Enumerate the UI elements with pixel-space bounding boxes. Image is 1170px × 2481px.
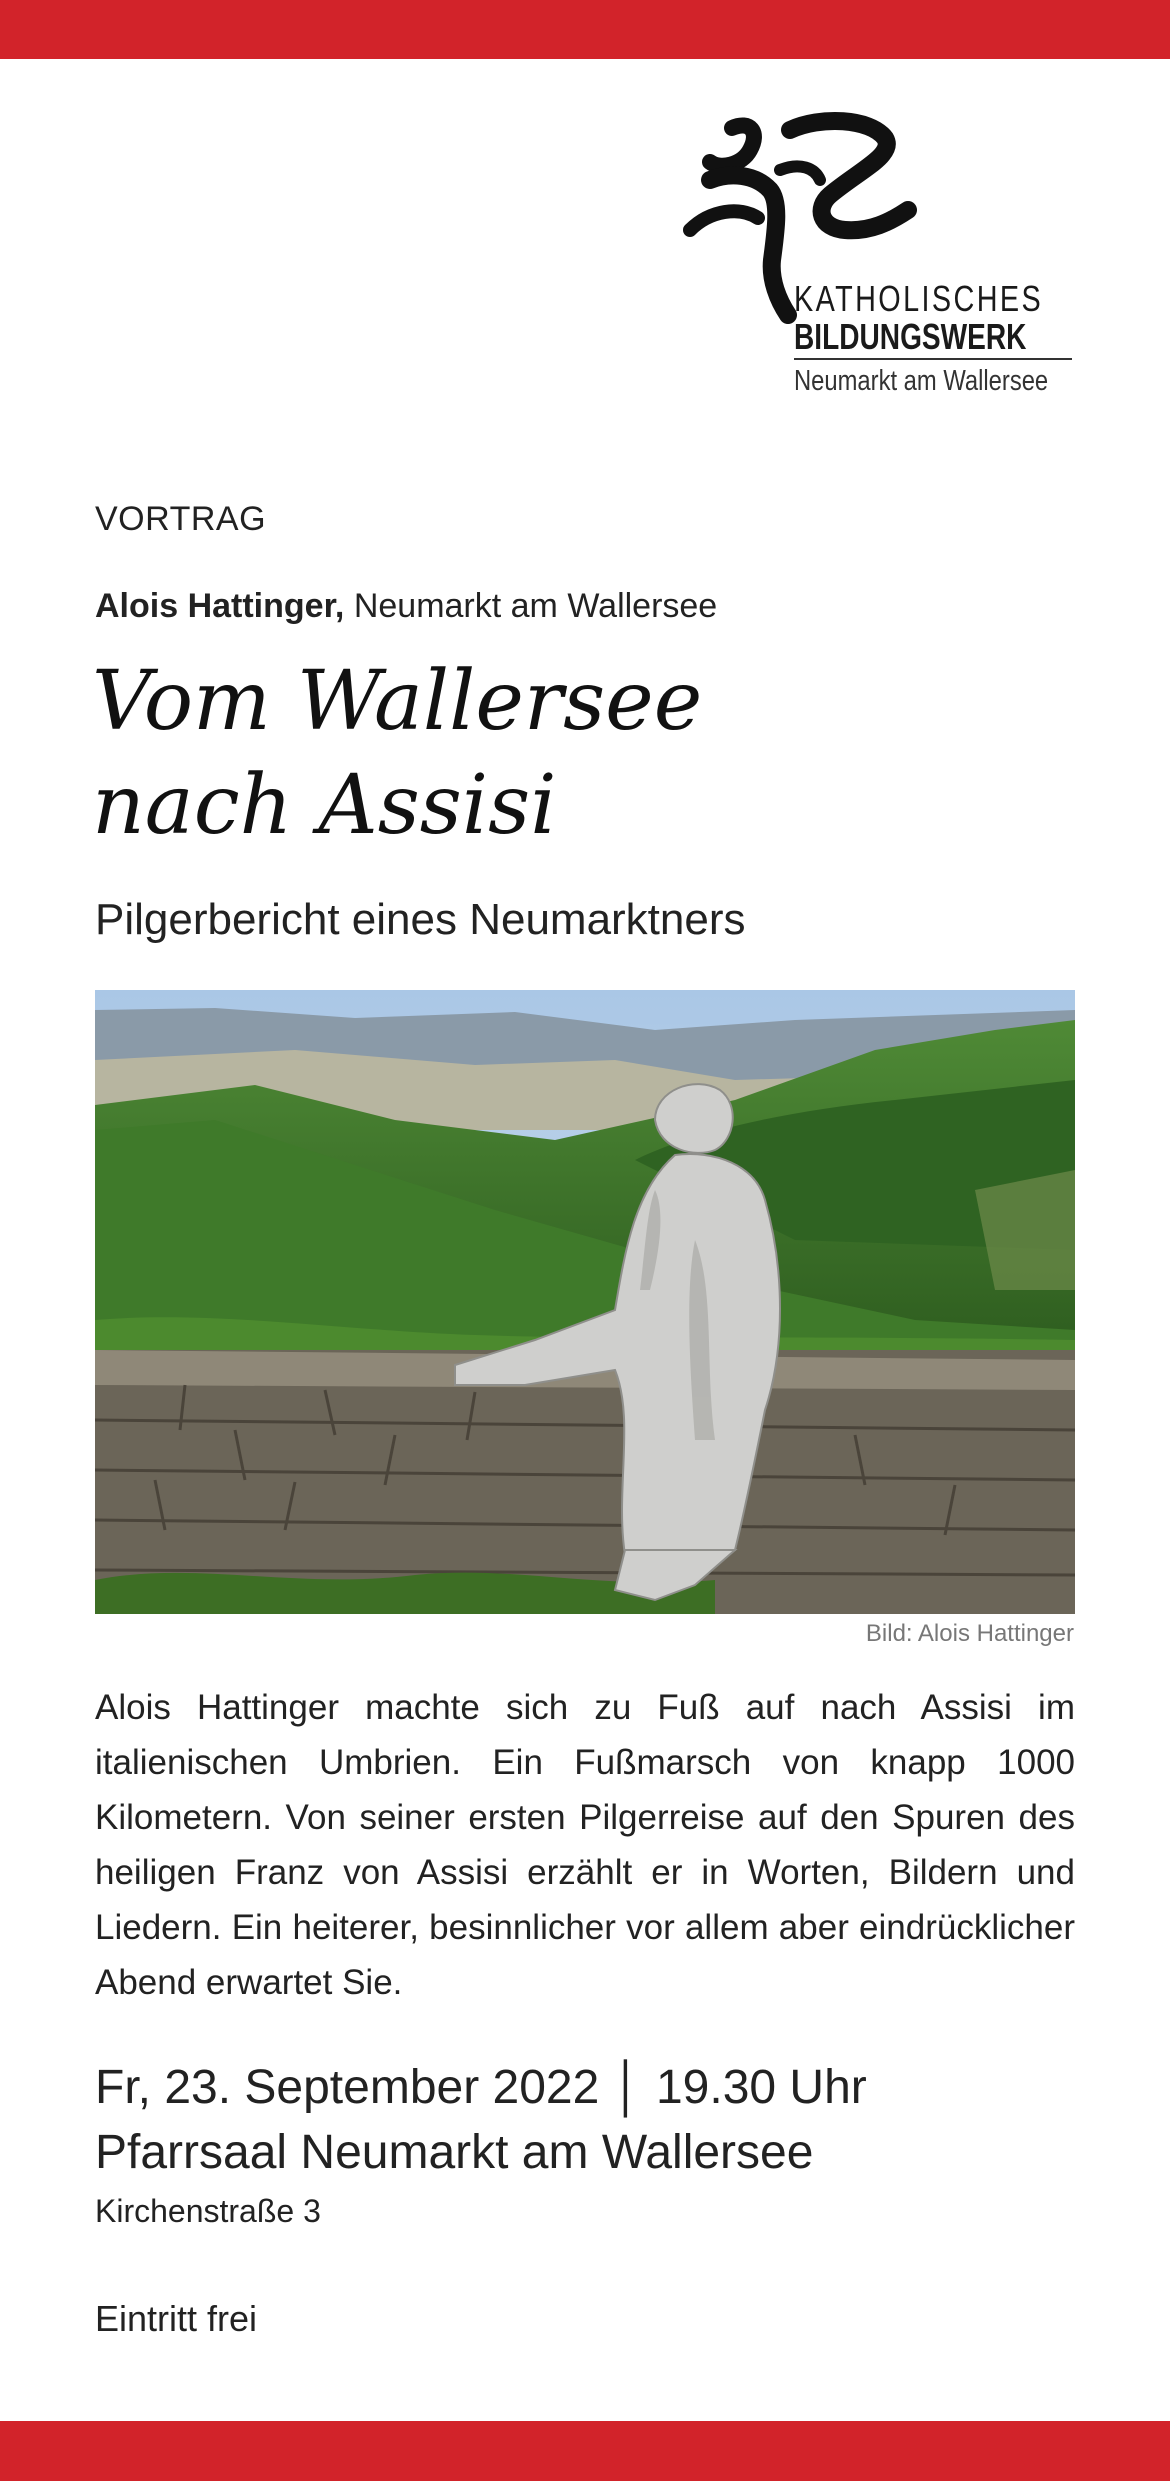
event-category: VORTRAG: [95, 500, 267, 538]
logo-text-bildungswerk: BILDUNGSWERK: [794, 316, 1027, 357]
bottom-red-bar: [0, 2421, 1170, 2481]
speaker-place: Neumarkt am Wallersee: [353, 587, 718, 625]
speaker-name: Alois Hattinger,: [95, 587, 345, 625]
organization-logo: [680, 110, 1080, 410]
event-entry-fee: Eintritt frei: [95, 2298, 258, 2339]
logo-divider: [794, 358, 1072, 360]
speaker-line: [95, 587, 717, 626]
event-subtitle: Pilgerbericht eines Neumarktners: [95, 895, 746, 944]
logo-text-katholisches: KATHOLISCHES: [794, 278, 1044, 319]
logo-text-location: Neumarkt am Wallersee: [794, 365, 1049, 397]
event-address: Kirchenstraße 3: [95, 2193, 321, 2229]
event-photo: [95, 990, 1075, 1614]
event-title: [92, 650, 992, 858]
event-title-line1: Vom Wallersee: [92, 654, 703, 749]
top-red-bar: [0, 0, 1170, 59]
photo-credit: Bild: Alois Hattinger: [865, 1620, 1074, 1647]
landscape-statue-photo-icon: [95, 990, 1075, 1614]
event-date-time: Fr, 23. September 2022 │ 19.30 Uhr: [95, 2061, 867, 2114]
event-description: Alois Hattinger machte sich zu Fuß auf nach Assisi im italienischen Umbrien. Ein Fußmarsch von knapp 1000 Kilometern. Von seiner ersten Pilgerreise auf den Spuren des heiligen Franz von Assisi erzählt er in Worten, Bildern und Liedern. Ein heiterer, besinnlicher vor allem aber eindrücklicher Abend erwartet Sie.: [95, 1688, 1075, 2002]
event-venue: Pfarrsaal Neumarkt am Wallersee: [95, 2126, 814, 2179]
event-title-line2: nach Assisi: [92, 758, 557, 853]
